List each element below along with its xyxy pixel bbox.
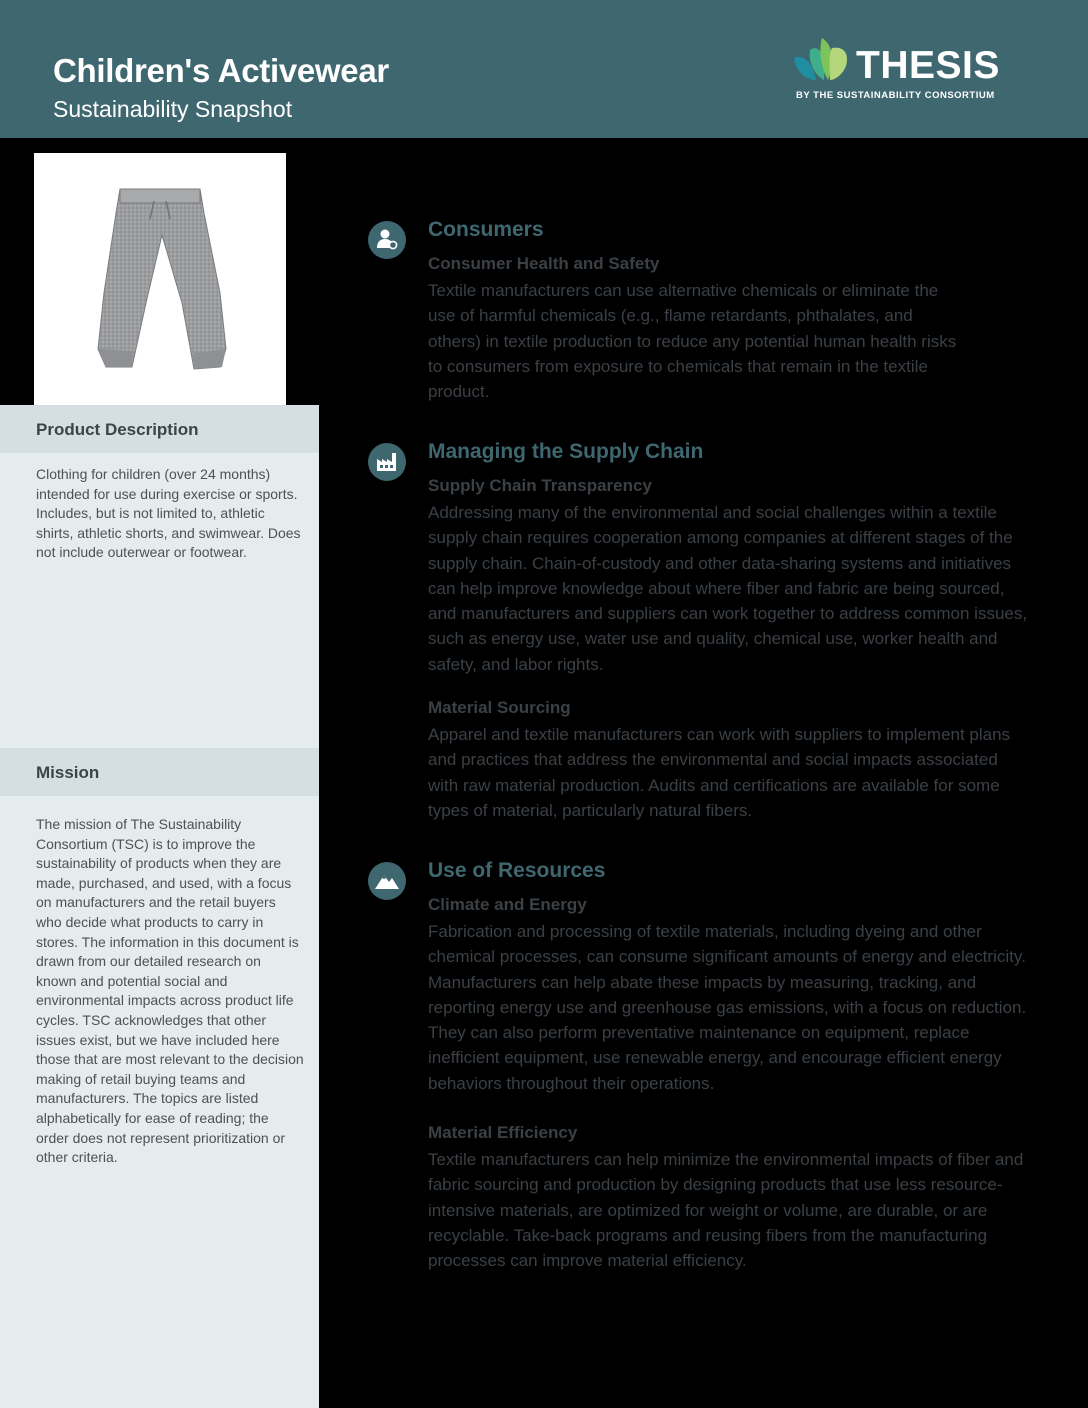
- topic-title: Material Efficiency: [428, 1123, 578, 1142]
- sidebar: [0, 405, 319, 1408]
- topic-body: Textile manufacturers can use alternative chemicals or eliminate the use of harmful chemicals (e.g., flame retardants, phthalates, and others) in textile production to reduce any potential human health risks to consumers from exposure to chemicals that remain in the textile product.: [428, 281, 957, 402]
- topic-body: Fabrication and processing of textile materials, including dyeing and other chemical processes, can consume significant amounts of energy and electricity. Manufacturers can help abate these impacts by measuring, tracking, and reporting energy use and greenhouse gas emissions, with a focus on reduction. They can also perform preventative maintenance on equipment, replace inefficient equipment, use renewable energy, and encourage efficient energy behaviors throughout their operations.: [428, 922, 1027, 1093]
- leaf-logo-icon: [790, 36, 852, 84]
- page-title: Children's Activewear: [53, 52, 389, 89]
- topic-supply-chain-transparency: [428, 475, 1028, 677]
- section-title: Use of Resources: [428, 859, 606, 882]
- header-banner: [0, 0, 1088, 138]
- product-description-text: Clothing for children (over 24 months) intended for use during exercise or sports. Includes, but is not limited to, athletic shirts, athletic shorts, and swimwear. Does not include outerwear or footwear.: [36, 466, 301, 561]
- topic-body: Apparel and textile manufacturers can work with suppliers to implement plans and practices that address the environmental and social impacts associated with raw material production. Audits and certifications are available for some types of material, particularly natural fibers.: [428, 725, 1011, 820]
- topic-body: Addressing many of the environmental and social challenges within a textile supply chain requires cooperation among companies at different stages of the supply chain. Chain-of-custody and other data-sharing systems and initiatives can help improve knowledge about where fiber and fabric are being sourced, and manufacturers and suppliers can work together to address common issues, such as energy use, water use and quality, chemical use, worker health and safety, and labor rights.: [428, 503, 1028, 674]
- mission-heading: Mission: [36, 763, 100, 782]
- section-title: Consumers: [428, 218, 544, 241]
- mission-text: The mission of The Sustainability Consortium (TSC) is to improve the sustainability of products when they are made, purchased, and used, with a focus on manufacturers and the retail buyers who decide what products to carry in stores. The information in this document is drawn from our detailed research on known and potential social and environmental impacts across product life cycles. TSC acknowledges that other issues exist, but we have included here those that are most relevant to the decision making of retail buying teams and manufacturers. The topics are listed alphabetically for ease of reading; the order does not represent prioritization or other criteria.: [36, 816, 304, 1166]
- page-subtitle: Sustainability Snapshot: [53, 96, 293, 122]
- logo-tagline: BY THE SUSTAINABILITY CONSORTIUM: [796, 90, 995, 101]
- product-image-pants: [34, 153, 286, 405]
- logo-wordmark: THESIS: [856, 44, 1000, 87]
- topic-title: Supply Chain Transparency: [428, 476, 652, 495]
- consumer-person-icon: [368, 221, 406, 259]
- topic-title: Material Sourcing: [428, 698, 571, 717]
- section-title: Managing the Supply Chain: [428, 440, 704, 463]
- topic-material-efficiency: [428, 1122, 1028, 1273]
- topic-title: Consumer Health and Safety: [428, 254, 660, 273]
- mission-header: [0, 748, 319, 796]
- mountain-icon: [368, 862, 406, 900]
- thesis-logo: [790, 36, 1030, 106]
- topic-material-sourcing: [428, 697, 1028, 823]
- product-description-heading: Product Description: [36, 420, 199, 439]
- topic-climate-energy: [428, 894, 1028, 1096]
- topic-consumer-health: [428, 253, 1028, 404]
- sweatpants-illustration: [34, 153, 286, 405]
- factory-icon: [368, 443, 406, 481]
- topic-body: Textile manufacturers can help minimize the environmental impacts of fiber and fabric sourcing and production by designing products that use less resource-intensive materials, are optimized for weight or volume, are durable, or are recyclable. Take-back programs and reusing fibers from the manufacturing processes can improve material efficiency.: [428, 1150, 1024, 1271]
- topic-title: Climate and Energy: [428, 895, 587, 914]
- product-description-header: [0, 405, 319, 453]
